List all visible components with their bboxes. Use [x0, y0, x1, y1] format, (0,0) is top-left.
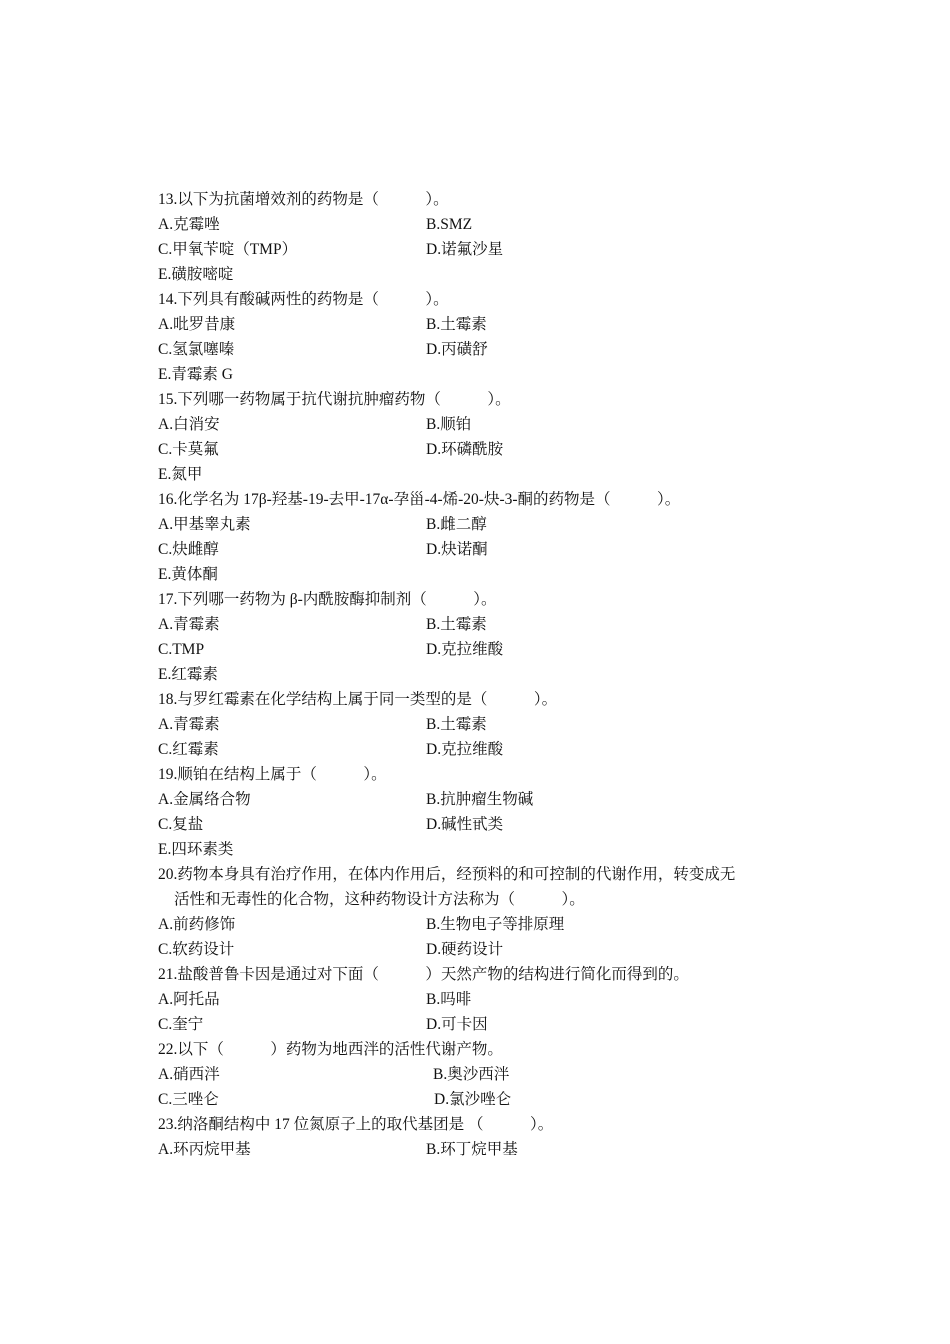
option-d: D.可卡因 [426, 1016, 488, 1033]
option-row [158, 312, 798, 337]
option-a: A.环丙烷甲基 [158, 1141, 251, 1158]
option-d: D.氯沙唑仑 [434, 1091, 512, 1108]
question-21-stem: 21.盐酸普鲁卡因是通过对下面（ ）天然产物的结构进行简化而得到的。 [158, 966, 689, 983]
option-row [158, 362, 798, 387]
option-c: C.奎宁 [158, 1016, 204, 1033]
option-row [158, 987, 798, 1012]
option-a: A.前药修饰 [158, 916, 236, 933]
question-stem [158, 962, 798, 987]
question-stem [158, 687, 798, 712]
option-c: C.软药设计 [158, 941, 235, 958]
option-a: A.阿托品 [158, 991, 220, 1008]
option-row [158, 437, 798, 462]
question-stem [158, 1112, 798, 1137]
option-row [158, 837, 798, 862]
question-stem [158, 762, 798, 787]
option-row [158, 912, 798, 937]
option-c: C.复盐 [158, 816, 204, 833]
option-c: C.炔雌醇 [158, 541, 219, 558]
option-row [158, 412, 798, 437]
option-row [158, 462, 798, 487]
option-a: A.甲基睾丸素 [158, 516, 251, 533]
option-d: D.克拉维酸 [426, 741, 504, 758]
option-d: D.炔诺酮 [426, 541, 488, 558]
option-b: B.土霉素 [426, 316, 487, 333]
option-a: A.白消安 [158, 416, 220, 433]
question-17-stem: 17.下列哪一药物为 β-内酰胺酶抑制剂（ ）。 [158, 591, 497, 608]
option-a: A.金属络合物 [158, 791, 251, 808]
option-b: B.抗肿瘤生物碱 [426, 791, 534, 808]
question-13-stem: 13.以下为抗菌增效剂的药物是（ ）。 [158, 191, 449, 208]
option-e: E.磺胺嘧啶 [158, 266, 234, 283]
question-stem [158, 387, 798, 412]
question-15-stem: 15.下列哪一药物属于抗代谢抗肿瘤药物（ ）。 [158, 391, 511, 408]
option-e: E.氮甲 [158, 466, 203, 483]
option-row [158, 1012, 798, 1037]
option-b: B.奥沙西泮 [433, 1066, 510, 1083]
option-a: A.克霉唑 [158, 216, 220, 233]
option-e: E.黄体酮 [158, 566, 218, 583]
option-b: B.雌二醇 [426, 516, 487, 533]
question-stem-continuation [158, 887, 798, 912]
question-stem [158, 1037, 798, 1062]
option-c: C.红霉素 [158, 741, 219, 758]
option-row [158, 212, 798, 237]
option-e: E.红霉素 [158, 666, 218, 683]
question-20-stem-line1: 20.药物本身具有治疗作用，在体内作用后，经预料的和可控制的代谢作用，转变成无 [158, 866, 736, 883]
question-stem [158, 487, 798, 512]
option-row [158, 237, 798, 262]
option-c: C.甲氧苄啶（TMP） [158, 241, 298, 258]
option-row [158, 1137, 798, 1162]
option-d: D.克拉维酸 [426, 641, 504, 658]
option-row [158, 612, 798, 637]
question-18-stem: 18.与罗红霉素在化学结构上属于同一类型的是（ ）。 [158, 691, 558, 708]
question-stem [158, 187, 798, 212]
option-row [158, 262, 798, 287]
option-a: A.青霉素 [158, 616, 220, 633]
option-row [158, 537, 798, 562]
option-row [158, 787, 798, 812]
option-row [158, 637, 798, 662]
question-20-stem-line2: 活性和无毒性的化合物，这种药物设计方法称为（ ）。 [174, 891, 585, 908]
option-row [158, 1062, 798, 1087]
option-b: B.环丁烷甲基 [426, 1141, 518, 1158]
option-c: C.卡莫氟 [158, 441, 219, 458]
option-b: B.吗啡 [426, 991, 472, 1008]
option-b: B.土霉素 [426, 616, 487, 633]
option-b: B.顺铂 [426, 416, 472, 433]
option-row [158, 1087, 798, 1112]
option-a: A.硝西泮 [158, 1066, 220, 1083]
option-row [158, 812, 798, 837]
option-d: D.丙磺舒 [426, 341, 488, 358]
question-stem [158, 587, 798, 612]
question-list [158, 187, 798, 1162]
question-19-stem: 19.顺铂在结构上属于（ ）。 [158, 766, 387, 783]
option-row [158, 512, 798, 537]
option-a: A.青霉素 [158, 716, 220, 733]
option-a: A.吡罗昔康 [158, 316, 236, 333]
question-23-stem: 23.纳洛酮结构中 17 位氮原子上的取代基团是 （ ）。 [158, 1116, 554, 1133]
question-14-stem: 14.下列具有酸碱两性的药物是（ ）。 [158, 291, 449, 308]
option-row [158, 337, 798, 362]
option-d: D.环磷酰胺 [426, 441, 504, 458]
question-stem [158, 287, 798, 312]
option-d: D.硬药设计 [426, 941, 504, 958]
option-d: D.碱性甙类 [426, 816, 504, 833]
option-row [158, 562, 798, 587]
option-b: B.SMZ [426, 216, 473, 233]
option-e: E.青霉素 G [158, 366, 233, 383]
option-e: E.四环素类 [158, 841, 234, 858]
question-16-stem: 16.化学名为 17β-羟基-19-去甲-17α-孕甾-4-烯-20-炔-3-酮的药物是（ ）。 [158, 491, 681, 508]
question-22-stem: 22.以下（ ）药物为地西泮的活性代谢产物。 [158, 1041, 503, 1058]
option-c: C.TMP [158, 641, 205, 658]
option-row [158, 662, 798, 687]
question-stem [158, 862, 798, 887]
option-d: D.诺氟沙星 [426, 241, 504, 258]
option-row [158, 937, 798, 962]
option-c: C.三唑仑 [158, 1091, 219, 1108]
option-row [158, 737, 798, 762]
option-row [158, 712, 798, 737]
option-b: B.生物电子等排原理 [426, 916, 565, 933]
option-c: C.氢氯噻嗪 [158, 341, 235, 358]
option-b: B.土霉素 [426, 716, 487, 733]
